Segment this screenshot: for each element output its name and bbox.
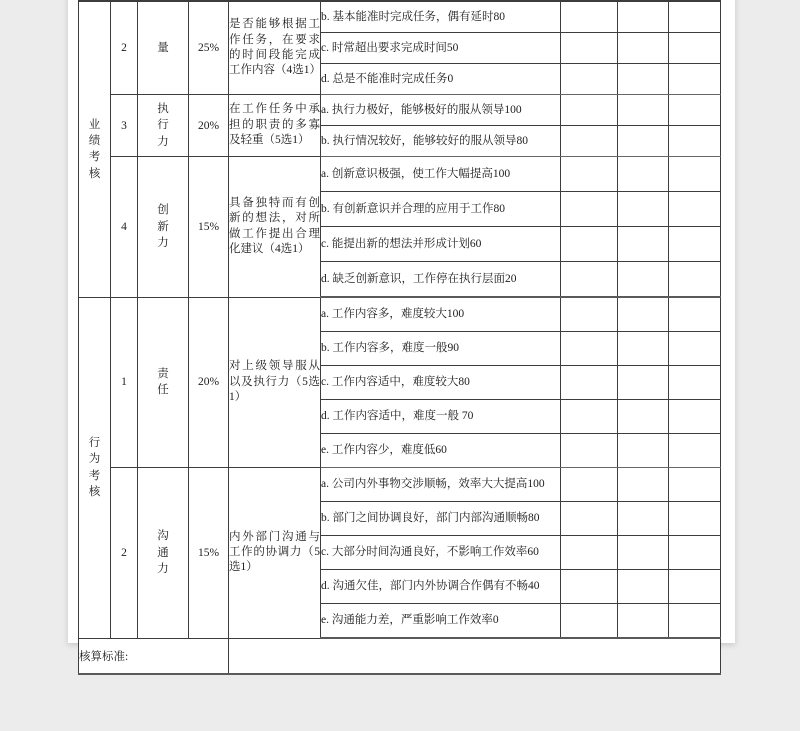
self-score-cell[interactable] (561, 434, 618, 468)
calculation-standard-label: 核算标准: (79, 638, 229, 674)
self-score-cell[interactable] (561, 1, 618, 33)
item-weight: 20% (189, 95, 229, 157)
manager-score-cell[interactable] (618, 366, 669, 400)
manager-score-cell[interactable] (618, 468, 669, 502)
item-name: 责任 (138, 297, 189, 468)
category-cell-behavior: 行为考核 (79, 297, 111, 638)
final-score-cell[interactable] (669, 262, 721, 298)
row-number: 4 (111, 157, 138, 298)
final-score-cell[interactable] (669, 64, 721, 95)
manager-score-cell[interactable] (618, 570, 669, 604)
final-score-cell[interactable] (669, 366, 721, 400)
final-score-cell[interactable] (669, 227, 721, 262)
item-weight: 15% (189, 157, 229, 298)
manager-score-cell[interactable] (618, 126, 669, 157)
manager-score-cell[interactable] (618, 1, 669, 33)
item-description: 内外部门沟通与工作的协调力（5选1） (229, 468, 321, 639)
self-score-cell[interactable] (561, 570, 618, 604)
document-page (68, 0, 735, 663)
item-weight: 15% (189, 468, 229, 639)
self-score-cell[interactable] (561, 192, 618, 227)
option-cell: a. 工作内容多，难度较大100 (321, 297, 561, 332)
manager-score-cell[interactable] (618, 332, 669, 366)
table-row (79, 468, 721, 502)
final-score-cell[interactable] (669, 434, 721, 468)
row-number: 2 (111, 468, 138, 639)
self-score-cell[interactable] (561, 262, 618, 298)
self-score-cell[interactable] (561, 400, 618, 434)
item-name: 创新力 (138, 157, 189, 298)
self-score-cell[interactable] (561, 95, 618, 126)
manager-score-cell[interactable] (618, 33, 669, 64)
manager-score-cell[interactable] (618, 297, 669, 332)
row-number: 2 (111, 1, 138, 95)
final-score-cell[interactable] (669, 536, 721, 570)
table-row (79, 157, 721, 192)
option-cell: b. 有创新意识并合理的应用于工作80 (321, 192, 561, 227)
final-score-cell[interactable] (669, 502, 721, 536)
table-row (79, 297, 721, 332)
final-score-cell[interactable] (669, 604, 721, 639)
item-name: 执行力 (138, 95, 189, 157)
manager-score-cell[interactable] (618, 502, 669, 536)
self-score-cell[interactable] (561, 604, 618, 639)
self-score-cell[interactable] (561, 468, 618, 502)
final-score-cell[interactable] (669, 570, 721, 604)
self-score-cell[interactable] (561, 126, 618, 157)
row-number: 3 (111, 95, 138, 157)
option-cell: c. 时常超出要求完成时间50 (321, 33, 561, 64)
option-cell: b. 部门之间协调良好，部门内部沟通顺畅80 (321, 502, 561, 536)
self-score-cell[interactable] (561, 64, 618, 95)
option-cell: a. 创新意识极强，使工作大幅提高100 (321, 157, 561, 192)
item-name: 量 (138, 1, 189, 95)
self-score-cell[interactable] (561, 157, 618, 192)
option-cell: d. 缺乏创新意识，工作停在执行层面20 (321, 262, 561, 298)
final-score-cell[interactable] (669, 468, 721, 502)
item-weight: 20% (189, 297, 229, 468)
table-row (79, 95, 721, 126)
self-score-cell[interactable] (561, 536, 618, 570)
option-cell: c. 能提出新的想法并形成计划60 (321, 227, 561, 262)
option-cell: b. 基本能准时完成任务，偶有延时80 (321, 1, 561, 33)
footer-row (79, 638, 721, 674)
final-score-cell[interactable] (669, 157, 721, 192)
manager-score-cell[interactable] (618, 604, 669, 639)
manager-score-cell[interactable] (618, 262, 669, 298)
option-cell: d. 工作内容适中，难度一般 70 (321, 400, 561, 434)
item-name: 沟通力 (138, 468, 189, 639)
self-score-cell[interactable] (561, 33, 618, 64)
option-cell: a. 公司内外事物交涉顺畅，效率大大提高100 (321, 468, 561, 502)
option-cell: b. 执行情况较好，能够较好的服从领导80 (321, 126, 561, 157)
manager-score-cell[interactable] (618, 400, 669, 434)
table-row (79, 1, 721, 33)
final-score-cell[interactable] (669, 95, 721, 126)
final-score-cell[interactable] (669, 126, 721, 157)
option-cell: e. 工作内容少，难度低60 (321, 434, 561, 468)
item-weight: 25% (189, 1, 229, 95)
option-cell: c. 大部分时间沟通良好，不影响工作效率60 (321, 536, 561, 570)
manager-score-cell[interactable] (618, 157, 669, 192)
manager-score-cell[interactable] (618, 227, 669, 262)
self-score-cell[interactable] (561, 297, 618, 332)
performance-appraisal-table (78, 0, 721, 675)
item-description: 对上级领导服从以及执行力（5选1） (229, 297, 321, 468)
item-description: 具备独特而有创新的想法，对所做工作提出合理化建议（4选1） (229, 157, 321, 298)
final-score-cell[interactable] (669, 1, 721, 33)
self-score-cell[interactable] (561, 227, 618, 262)
option-cell: c. 工作内容适中，难度较大80 (321, 366, 561, 400)
option-cell: b. 工作内容多，难度一般90 (321, 332, 561, 366)
manager-score-cell[interactable] (618, 536, 669, 570)
row-number: 1 (111, 297, 138, 468)
option-cell: e. 沟通能力差，严重影响工作效率0 (321, 604, 561, 639)
final-score-cell[interactable] (669, 400, 721, 434)
item-description: 在工作任务中承担的职责的多寡及轻重（5选1） (229, 95, 321, 157)
final-score-cell[interactable] (669, 332, 721, 366)
self-score-cell[interactable] (561, 332, 618, 366)
option-cell: d. 沟通欠佳，部门内外协调合作偶有不畅40 (321, 570, 561, 604)
manager-score-cell[interactable] (618, 434, 669, 468)
manager-score-cell[interactable] (618, 64, 669, 95)
manager-score-cell[interactable] (618, 95, 669, 126)
self-score-cell[interactable] (561, 502, 618, 536)
calculation-standard-value[interactable] (229, 638, 721, 674)
final-score-cell[interactable] (669, 297, 721, 332)
option-cell: a. 执行力极好，能够极好的服从领导100 (321, 95, 561, 126)
item-description: 是否能够根据工作任务，在要求的时间段能完成工作内容（4选1） (229, 1, 321, 95)
category-cell-performance: 业绩考核 (79, 1, 111, 297)
final-score-cell[interactable] (669, 192, 721, 227)
manager-score-cell[interactable] (618, 192, 669, 227)
option-cell: d. 总是不能准时完成任务0 (321, 64, 561, 95)
self-score-cell[interactable] (561, 366, 618, 400)
final-score-cell[interactable] (669, 33, 721, 64)
